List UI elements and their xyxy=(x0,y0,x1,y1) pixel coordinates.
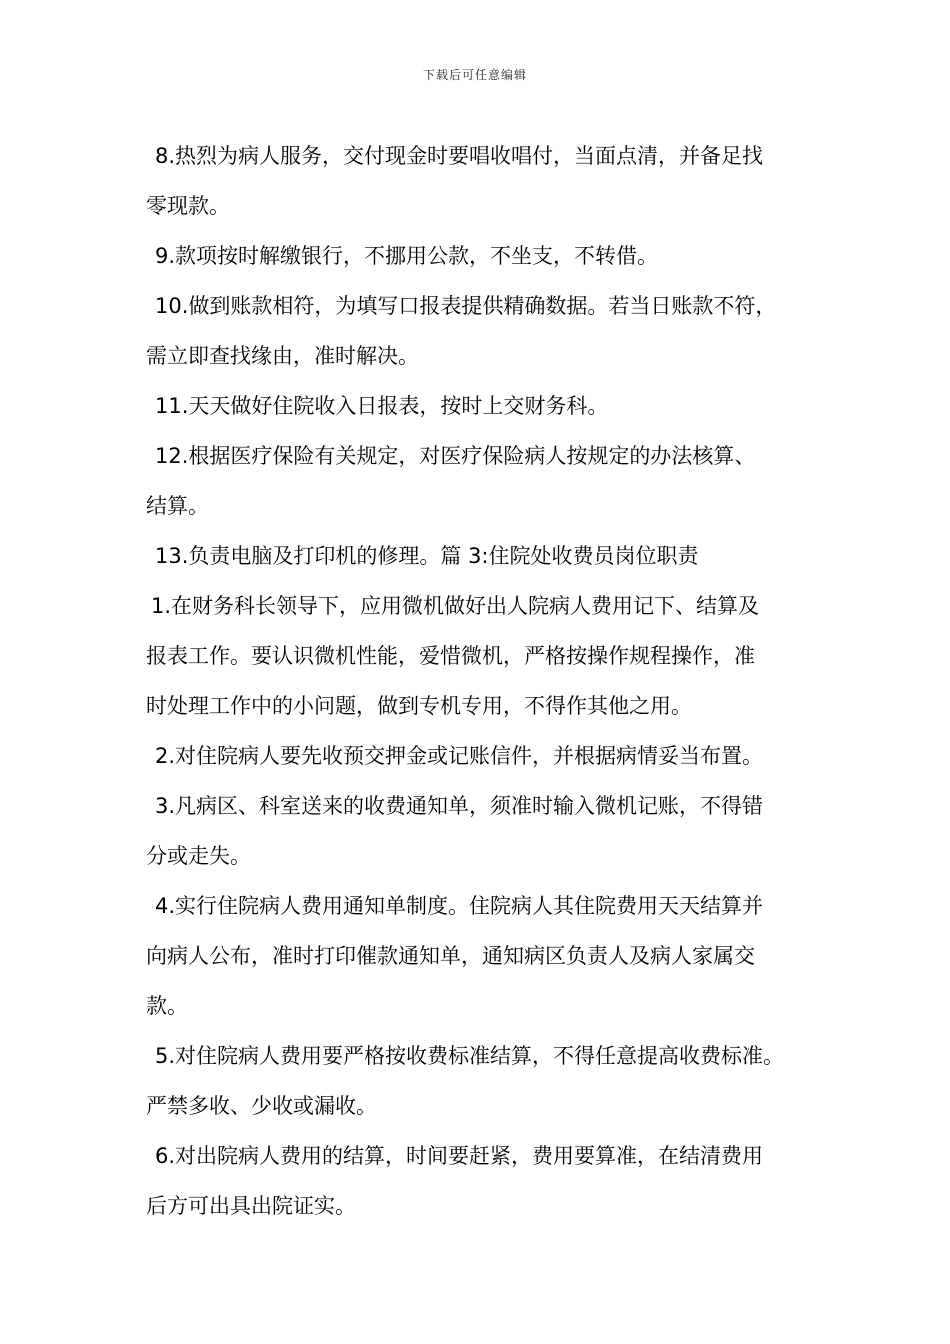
page-header: 下载后可任意编辑 xyxy=(422,68,527,82)
document-body xyxy=(146,131,826,1231)
text-line: 2.对住院病人要先收预交押金或记账信件，并根据病情妥当布置。 xyxy=(155,744,764,768)
text-line: 9.款项按时解缴银行，不挪用公款，不坐支，不转借。 xyxy=(155,244,659,268)
text-line: 8.热烈为病人服务，交付现金时要唱收唱付，当面点清，并备足找 xyxy=(155,144,764,168)
text-line: 时处理工作中的小问题，做到专机专用，不得作其他之用。 xyxy=(146,694,692,718)
text-line: 分或走失。 xyxy=(146,844,251,868)
text-line: 5.对住院病人费用要严格按收费标准结算，不得任意提高收费标准。 xyxy=(155,1044,785,1068)
text-line: 10.做到账款相符，为填写口报表提供精确数据。若当日账款不符， xyxy=(155,294,777,318)
text-line: 需立即查找缘由，准时解决。 xyxy=(146,344,419,368)
text-line: 后方可出具出院证实。 xyxy=(146,1194,356,1218)
text-line: 报表工作。要认识微机性能，爱惜微机，严格按操作规程操作，准 xyxy=(146,644,755,668)
text-line: 4.实行住院病人费用通知单制度。住院病人其住院费用天天结算并 xyxy=(155,894,764,918)
text-line: 款。 xyxy=(146,994,188,1018)
text-line: 6.对出院病人费用的结算，时间要赶紧，费用要算准，在结清费用 xyxy=(155,1144,764,1168)
text-line: 严禁多收、少收或漏收。 xyxy=(146,1094,377,1118)
text-line: 13.负责电脑及打印机的修理。篇 3:住院处收费员岗位职责 xyxy=(155,544,699,568)
text-line: 结算。 xyxy=(146,494,209,518)
text-line: 12.根据医疗保险有关规定，对医疗保险病人按规定的办法核算、 xyxy=(155,444,756,468)
text-line: 零现款。 xyxy=(146,194,230,218)
text-line: 向病人公布，准时打印催款通知单，通知病区负责人及病人家属交 xyxy=(146,944,755,968)
text-line: 3.凡病区、科室送来的收费通知单，须准时输入微机记账，不得错 xyxy=(155,794,764,818)
text-line: 1.在财务科长领导下，应用微机做好出人院病人费用记下、结算及 xyxy=(151,594,760,618)
text-line: 11.天天做好住院收入日报表，按时上交财务科。 xyxy=(155,394,609,418)
